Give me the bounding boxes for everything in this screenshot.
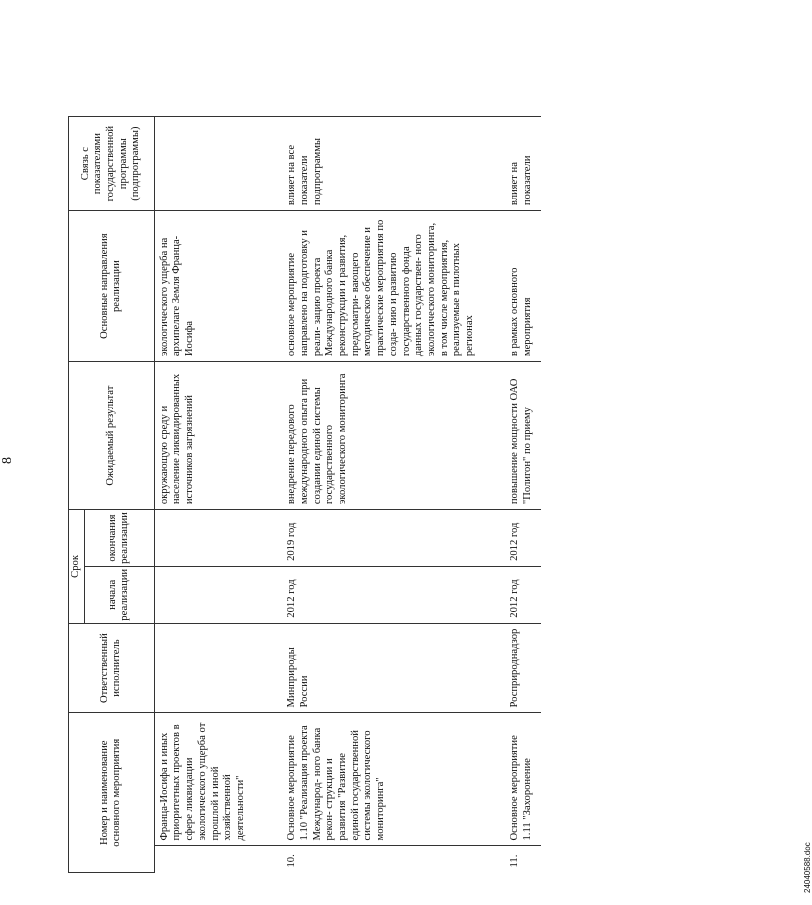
measure-name: Основное мероприятие 1.10 "Реализация проекта Международ- ного банка рекон- струкции и развития "Развитие единой государственной системы экологического мониторинга" (282, 713, 505, 846)
header-directions: Основные направления реализации (69, 211, 155, 362)
row-number: 10. (282, 846, 505, 873)
header-name: Номер и наименование основного мероприятия (69, 713, 155, 873)
implementation-directions: экологического ущерба на архипелаге Земля Франца-Иосифа (154, 211, 282, 362)
end-term (154, 510, 282, 567)
measures-table (68, 116, 541, 873)
program-link: влияет на показатели (505, 117, 541, 211)
implementation-directions: в рамках основного мероприятия (505, 211, 541, 362)
implementation-directions: основное мероприятие направлено на подготовку и реали- зацию проекта Международного банка реконструкции и развития, предусматри- вающего методическое обеспечение и практические мероприятия по созда- нию и развитию государственного фонда данных государствен- ного экологического мониторинга, в том числе мероприятия, реализуемые в пилотных регионах (282, 211, 505, 362)
start-term (154, 566, 282, 623)
expected-result: окружающую среду и население ликвидированных источников загрязнений (154, 362, 282, 510)
header-responsible: Ответственный исполнитель (69, 623, 155, 713)
row-number (154, 846, 282, 873)
row-number: 11. (505, 846, 541, 873)
page-number: 8 (0, 457, 15, 464)
expected-result: повышение мощности ОАО "Полигон" по приему (505, 362, 541, 510)
end-term: 2019 год (282, 510, 505, 567)
header-end: окончания реализации (84, 510, 154, 567)
header-start: начала реализации (84, 566, 154, 623)
responsible-executor: Росприроднадзор (505, 623, 541, 713)
start-term: 2012 год (505, 566, 541, 623)
end-term: 2012 год (505, 510, 541, 567)
header-term: Срок (69, 510, 85, 624)
table-row (154, 117, 282, 873)
responsible-executor (154, 623, 282, 713)
document-id: 24040588.doc (803, 842, 812, 893)
program-link (154, 117, 282, 211)
responsible-executor: Минприроды России (282, 623, 505, 713)
measure-name: Основное мероприятие 1.11 "Захоронение (505, 713, 541, 846)
table-row (282, 117, 505, 873)
table-row (505, 117, 541, 873)
header-result: Ожидаемый результат (69, 362, 155, 510)
start-term: 2012 год (282, 566, 505, 623)
program-link: влияет на все показатели подпрограммы (282, 117, 505, 211)
header-link: Связь с показателями государственной программы (подпрограммы) (69, 117, 155, 211)
measure-name: Франца-Иосифа и иных приоритетных проектов в сфере ликвидации экологического ущерба от прошлой и иной хозяйственной деятельности" (154, 713, 282, 846)
expected-result: внедрение передового международного опыта при создании единой системы государственного экологического мониторинга (282, 362, 505, 510)
